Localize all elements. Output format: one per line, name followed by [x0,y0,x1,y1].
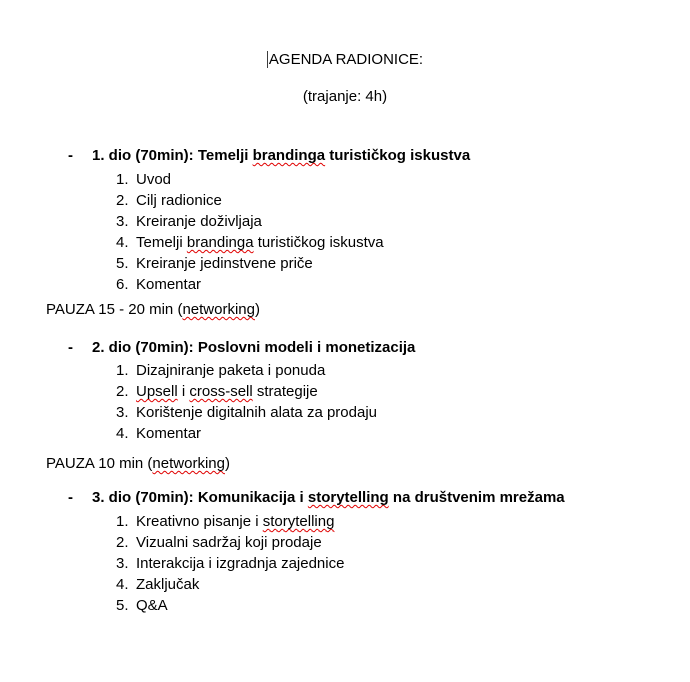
list-item-number: 3. [116,404,129,421]
list-item[interactable] [116,423,690,444]
list-item-number: 4. [116,425,129,442]
text-run: Q&A [136,597,168,614]
text-run: Kreativno pisanje i [136,513,263,530]
text-run: Korištenje digitalnih alata za prodaju [136,404,377,421]
text-run: Cilj radionice [136,192,222,209]
pause-text [46,301,260,318]
list-item-number: 4. [116,234,129,251]
misspelled-word: cross-sell [189,383,253,400]
text-run: ) [224,455,230,472]
list-item[interactable] [116,511,690,532]
list-item[interactable] [116,190,690,211]
list-item[interactable] [116,169,690,190]
list-item-number: 1. [116,362,129,379]
text-run: ) [254,301,260,318]
text-run: Komentar [136,425,202,442]
list-item-text [136,402,377,423]
list-item[interactable] [116,553,690,574]
section-heading-text [92,145,470,166]
text-run: 3. dio (70min): Komunikacija i [92,489,308,506]
text-run: Dizajniranje paketa i ponuda [136,362,326,379]
text-run: turističkog iskustva [253,234,384,251]
list-item-text [136,232,384,253]
list-item-text [136,532,322,553]
text-run: Kreiranje jedinstvene priče [136,255,313,272]
list-item-number: 1. [116,513,129,530]
text-run: Zaključak [136,576,200,593]
list-item-number: 3. [116,555,129,572]
text-run: 2. dio (70min): Poslovni modeli i monetizacija [92,339,416,356]
text-run: 1. dio (70min): Temelji [92,147,253,164]
text-run: strategije [252,383,318,400]
list-item-text [136,381,318,402]
list-item-text [136,511,334,532]
list-item[interactable] [116,360,690,381]
bullet-dash: - [68,147,73,164]
section-list-2 [116,360,690,444]
list-item[interactable] [116,532,690,553]
text-run: Komentar [136,276,202,293]
list-item[interactable] [116,595,690,616]
list-item-text [136,211,262,232]
list-item-number: 1. [116,171,129,188]
list-item-text [136,553,344,574]
page-title: AGENDA RADIONICE: [268,51,424,68]
section-heading-1[interactable] [68,145,690,166]
misspelled-word: brandinga [186,234,254,251]
list-item-text [136,595,168,616]
misspelled-word: brandinga [252,147,326,164]
text-run: PAUZA 15 - 20 min ( [46,301,183,318]
text-run: Vizualni sadržaj koji prodaje [136,534,322,551]
subtitle: (trajanje: 4h) [302,88,388,105]
list-item-number: 5. [116,255,129,272]
pause-line-2[interactable] [46,453,690,474]
list-item-text [136,423,201,444]
misspelled-word: storytelling [307,489,389,506]
list-item-text [136,574,199,595]
list-item-text [136,360,325,381]
text-run: Temelji [136,234,187,251]
text-run: Uvod [136,171,172,188]
list-item[interactable] [116,574,690,595]
pause-text [46,455,230,472]
text-run: na društvenim mrežama [388,489,565,506]
list-item-number: 3. [116,213,129,230]
list-item-text [136,274,201,295]
bullet-dash: - [68,489,73,506]
misspelled-word: networking [152,455,225,472]
list-item-number: 2. [116,383,129,400]
subtitle-line[interactable] [0,86,690,107]
list-item-text [136,190,222,211]
section-heading-2[interactable] [68,337,690,358]
misspelled-word: storytelling [262,513,335,530]
list-item[interactable] [116,274,690,295]
text-cursor [267,51,268,68]
text-run: Kreiranje doživljaja [136,213,262,230]
list-item[interactable] [116,253,690,274]
text-run: Interakcija i izgradnja zajednice [136,555,345,572]
list-item-number: 5. [116,597,129,614]
misspelled-word: networking [182,301,255,318]
list-item[interactable] [116,211,690,232]
list-item[interactable] [116,402,690,423]
misspelled-word: Upsell [136,383,178,400]
list-item-text [136,169,171,190]
list-item[interactable] [116,232,690,253]
text-run: PAUZA 10 min ( [46,455,153,472]
list-item-number: 6. [116,276,129,293]
text-run: turističkog iskustva [325,147,471,164]
list-item-number: 2. [116,534,129,551]
bullet-dash: - [68,339,73,356]
list-item-number: 4. [116,576,129,593]
section-heading-text [92,337,415,358]
list-item[interactable] [116,381,690,402]
page-title-line[interactable] [0,49,690,70]
section-heading-3[interactable] [68,487,690,508]
text-run: i [177,383,190,400]
section-list-1 [116,169,690,295]
section-list-3 [116,511,690,616]
pause-line-1[interactable] [46,299,690,320]
section-heading-text [92,487,565,508]
list-item-number: 2. [116,192,129,209]
list-item-text [136,253,313,274]
